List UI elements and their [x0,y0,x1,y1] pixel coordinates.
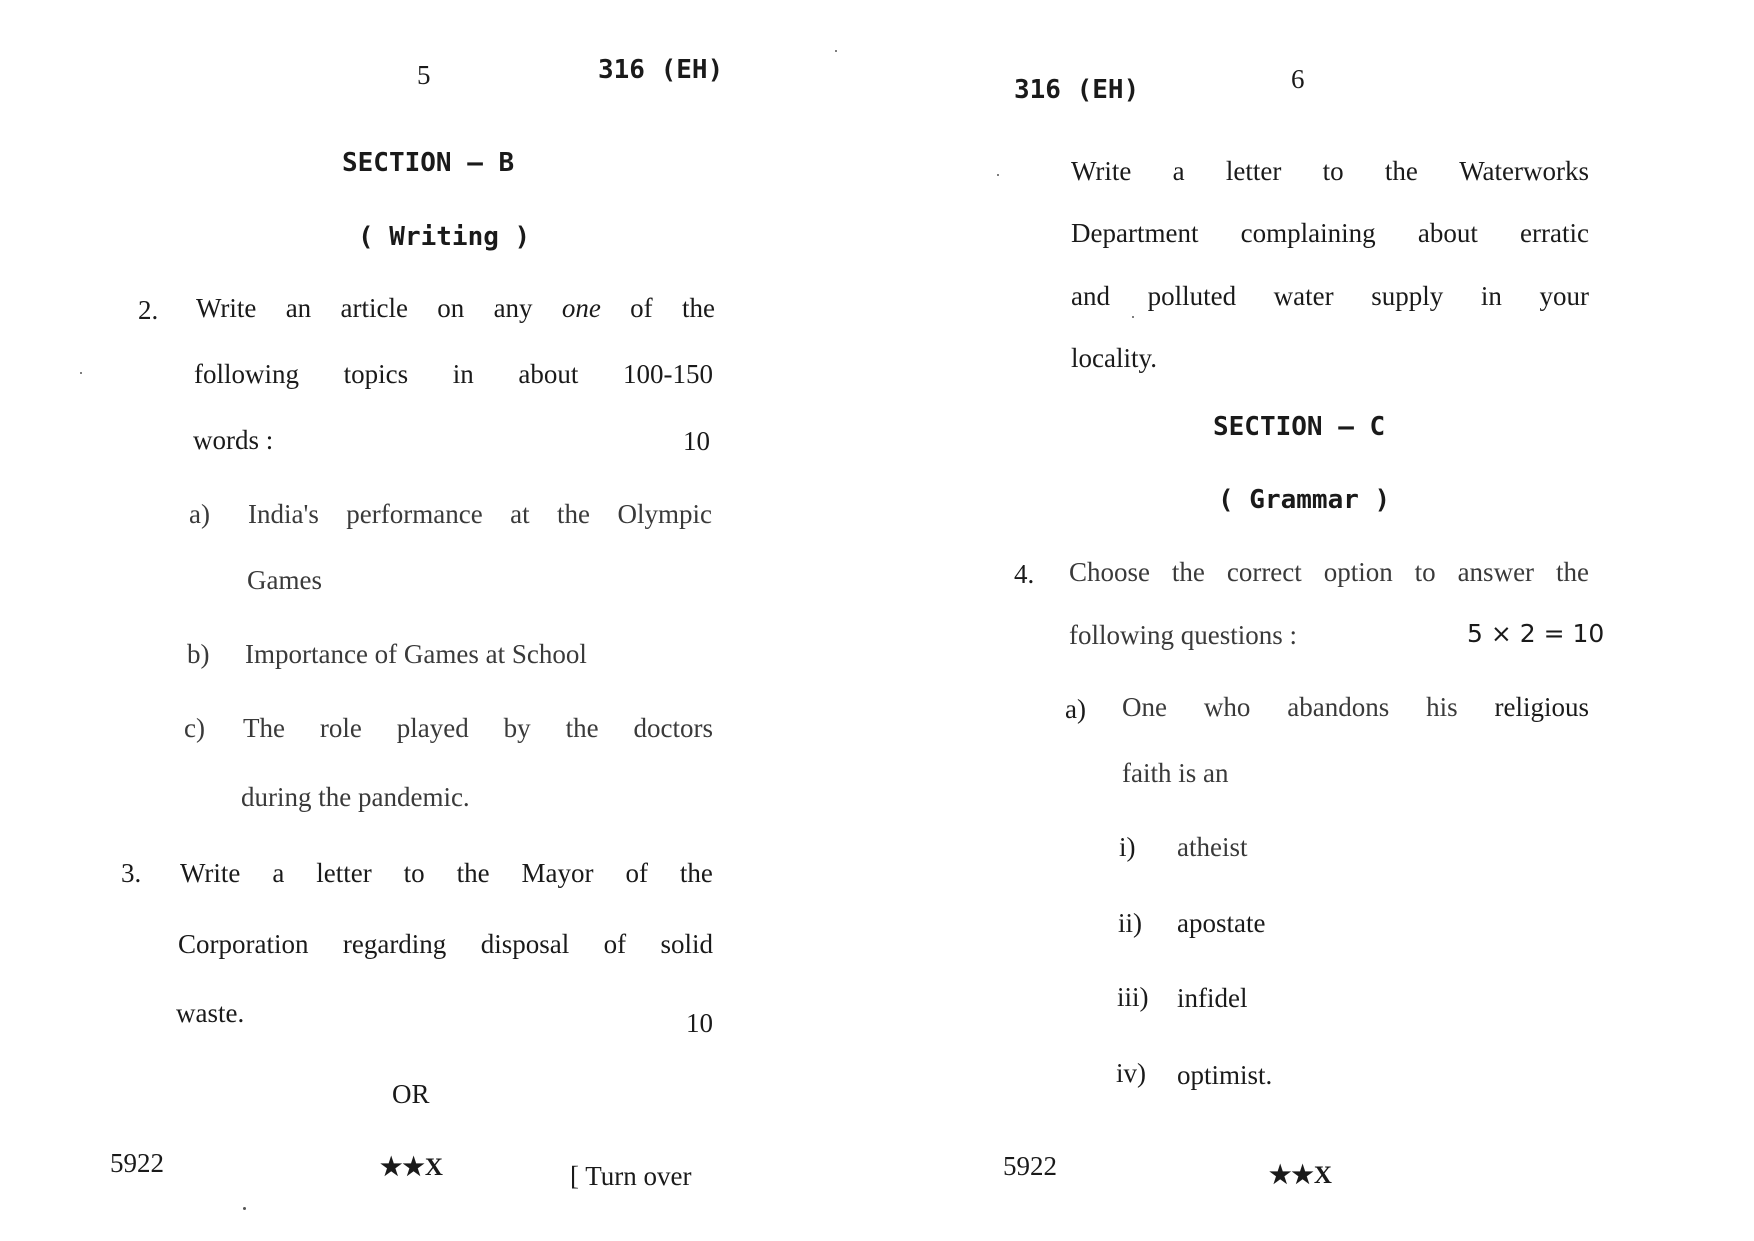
question-3-line-2: Corporation regarding disposal of solid [178,929,713,959]
marks: 10 [686,1008,713,1038]
footer-stars: ★★X [1269,1162,1332,1189]
scan-speck [835,50,837,52]
question-2-line-3: words : [193,425,274,455]
question-4-line-1: Choose the correct option to answer the [1069,557,1589,587]
choice-label: i) [1119,832,1136,862]
right-page [877,0,1754,1241]
turn-over: [ Turn over [570,1161,692,1191]
choice-label: ii) [1118,908,1142,938]
section-subtitle: ( Grammar ) [1218,485,1391,515]
marks: 10 [683,426,710,456]
option-label: a) [189,499,210,529]
scan-speck [997,174,999,176]
marks: 5 × 2 = 10 [1467,619,1605,648]
option-c-line-2: during the pandemic. [241,782,470,812]
option-label: b) [187,639,210,669]
question-2-line-2: following topics in about 100-150 [194,359,713,389]
option-label: a) [1065,694,1086,724]
question-number: 3. [121,858,142,888]
page-number: 6 [1291,64,1305,94]
question-number: 2. [138,295,159,325]
letter-line-1: Write a letter to the Waterworks [1071,156,1589,186]
choice-text: optimist. [1177,1060,1273,1090]
choice-text: atheist [1177,832,1248,862]
letter-line-4: locality. [1071,343,1157,373]
footer-code: 5922 [110,1148,164,1178]
choice-label: iv) [1116,1058,1146,1088]
or-separator: OR [392,1079,430,1109]
option-a-line-2: Games [247,565,322,595]
question-4a-line-1: One who abandons his religious [1122,692,1589,722]
paper-code: 316 (EH) [598,55,724,85]
footer-code: 5922 [1003,1151,1057,1181]
section-subtitle: ( Writing ) [358,222,531,252]
question-3-line-3: waste. [176,998,245,1028]
section-title: SECTION – B [342,148,515,178]
question-2-line-1: Write an article on any one of the [196,293,715,323]
scan-speck [243,1207,246,1210]
question-4a-line-2: faith is an [1122,758,1229,788]
paper-code: 316 (EH) [1014,75,1140,105]
option-b-text: Importance of Games at School [245,639,587,669]
question-4-line-2: following questions : [1069,620,1297,650]
question-number: 4. [1014,559,1035,589]
section-title: SECTION – C [1213,412,1386,442]
option-c-line-1: The role played by the doctors [243,713,713,743]
question-3-line-1: Write a letter to the Mayor of the [180,858,713,888]
option-a-line-1: India's performance at the Olympic [248,499,712,529]
option-label: c) [184,713,205,743]
choice-text: infidel [1177,983,1248,1013]
scan-speck [1132,316,1134,318]
letter-line-3: and polluted water supply in your [1071,281,1589,311]
footer-stars: ★★X [380,1154,443,1181]
choice-text: apostate [1177,908,1266,938]
page-number: 5 [417,60,431,90]
choice-label: iii) [1117,982,1149,1012]
scan-speck [80,372,82,374]
letter-line-2: Department complaining about erratic [1071,218,1589,248]
